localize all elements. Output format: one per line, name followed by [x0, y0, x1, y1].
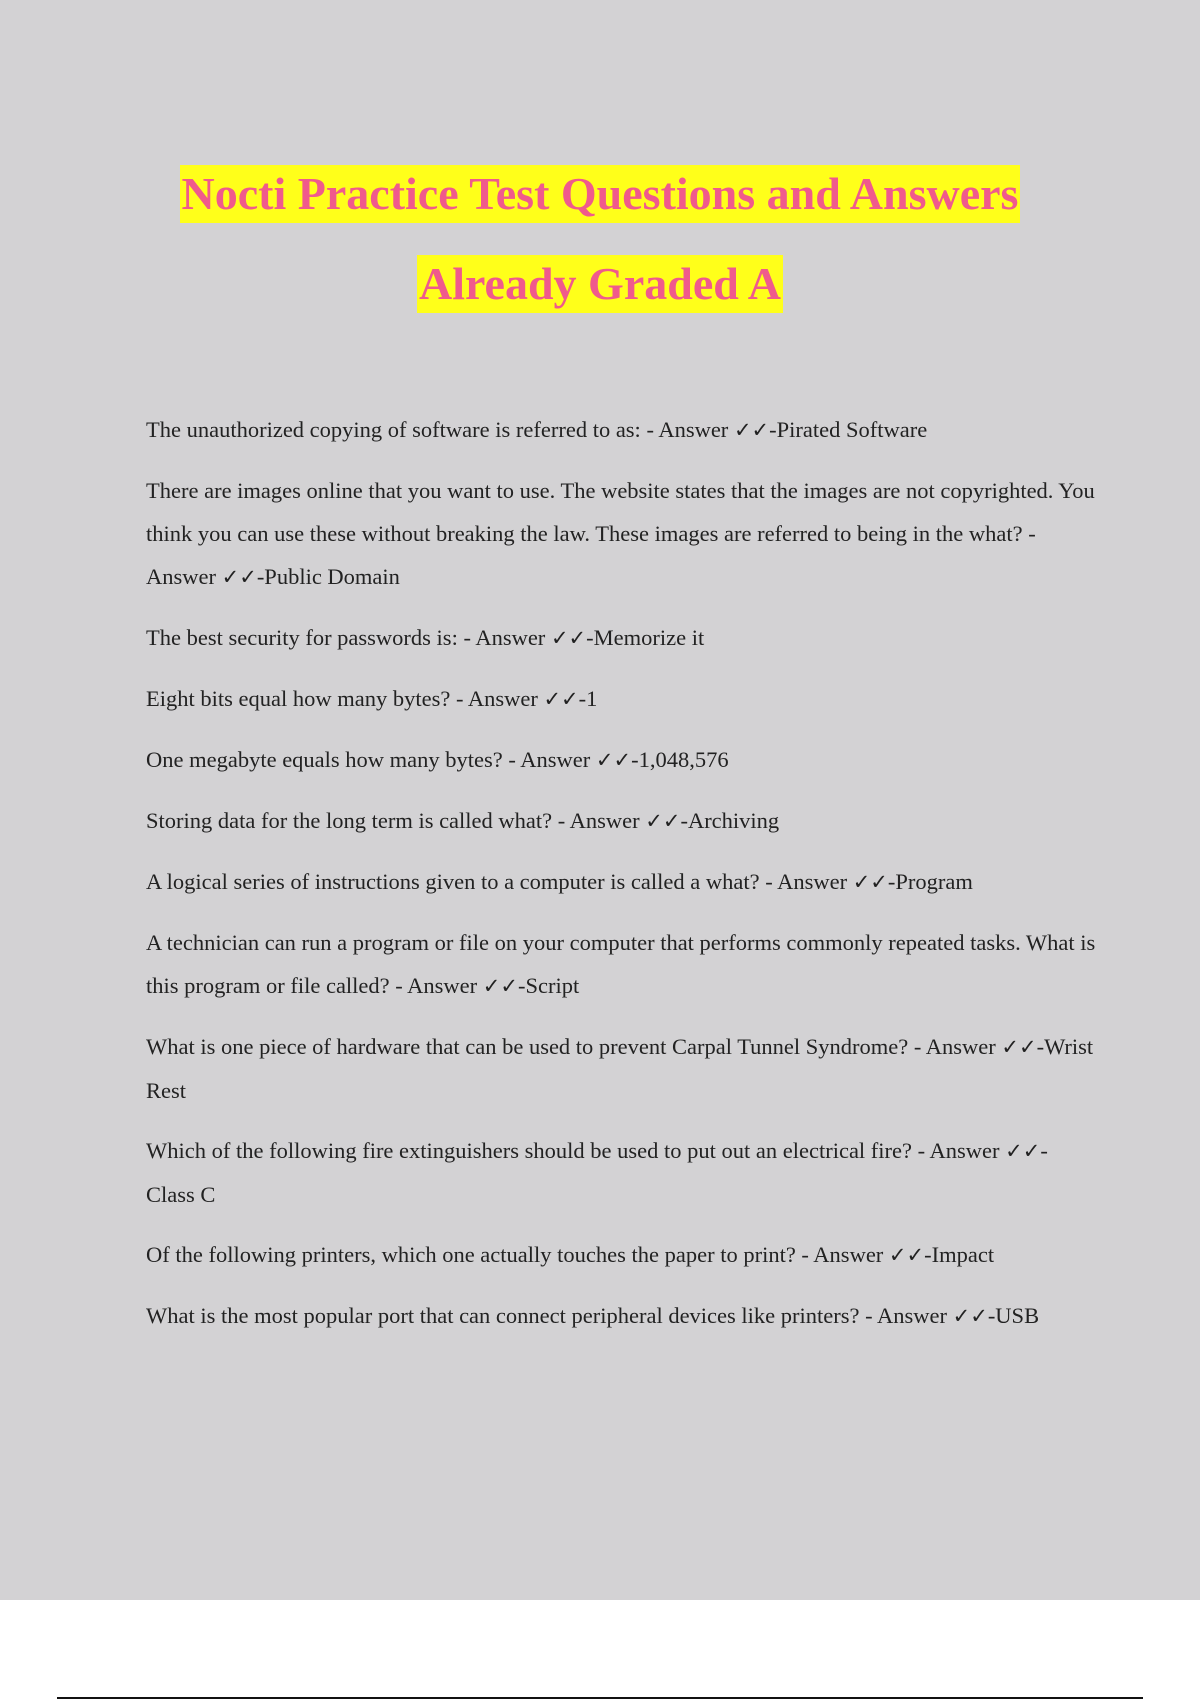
question-text: A logical series of instructions given to a computer is called a what? - Answer: [146, 869, 853, 894]
question-text: Storing data for the long term is called what? - Answer: [146, 808, 646, 833]
title-line-1: Nocti Practice Test Questions and Answers: [180, 165, 1021, 223]
answer-text: -Impact: [924, 1242, 995, 1267]
qa-item: [146, 1294, 1096, 1338]
double-check-icon: ✓✓: [221, 565, 257, 589]
double-check-icon: ✓✓: [595, 748, 632, 772]
question-text: There are images online that you want to use. The website states that the images are not copyrighted. You think you can use these without breaking the law. These images are referred to being in the what? - Answer: [146, 478, 1095, 589]
double-check-icon: ✓✓: [1001, 1035, 1037, 1059]
answer-text: -1,048,576: [631, 747, 729, 772]
answer-text: -Program: [887, 869, 973, 894]
answer-text: -USB: [987, 1303, 1040, 1328]
qa-item: [146, 677, 1096, 721]
qa-item: [146, 469, 1096, 599]
qa-item: [146, 1233, 1096, 1277]
answer-text: -1: [578, 686, 598, 711]
double-check-icon: ✓✓: [645, 809, 681, 833]
double-check-icon: ✓✓: [1005, 1139, 1041, 1163]
double-check-icon: ✓✓: [952, 1304, 988, 1328]
question-text: The best security for passwords is: - Answer: [146, 625, 551, 650]
double-check-icon: ✓✓: [543, 687, 579, 711]
answer-text: -Pirated Software: [769, 417, 928, 442]
double-check-icon: ✓✓: [852, 870, 888, 894]
qa-item: [146, 408, 1096, 452]
question-text: Which of the following fire extinguishers should be used to put out an electrical fire? - Answer: [146, 1138, 1006, 1163]
question-text: Of the following printers, which one actually touches the paper to print? - Answer: [146, 1242, 889, 1267]
document-title: [0, 165, 1200, 313]
double-check-icon: ✓✓: [733, 418, 770, 442]
answer-text: -Script: [517, 973, 580, 998]
double-check-icon: ✓✓: [482, 974, 518, 998]
question-text: A technician can run a program or file on your computer that performs commonly repeated tasks. What is this program or file called? - Answer: [146, 930, 1096, 998]
answer-text: -Class C: [146, 1138, 1048, 1207]
qa-item: [146, 1025, 1096, 1112]
answer-text: -Wrist Rest: [146, 1034, 1094, 1103]
question-text: The unauthorized copying of software is referred to as: - Answer: [146, 417, 734, 442]
double-check-icon: ✓✓: [550, 626, 587, 650]
qa-item: [146, 738, 1096, 782]
qa-list: [146, 408, 1096, 1355]
footer-divider: [57, 1697, 1143, 1699]
qa-item: [146, 799, 1096, 843]
question-text: What is one piece of hardware that can be used to prevent Carpal Tunnel Syndrome? - Answer: [146, 1034, 1002, 1059]
question-text: Eight bits equal how many bytes? - Answer: [146, 686, 544, 711]
title-line-2: Already Graded A: [417, 255, 783, 313]
question-text: One megabyte equals how many bytes? - Answer: [146, 747, 596, 772]
answer-text: -Archiving: [680, 808, 780, 833]
qa-item: [146, 616, 1096, 660]
qa-item: [146, 860, 1096, 904]
answer-text: -Public Domain: [256, 564, 400, 589]
question-text: What is the most popular port that can connect peripheral devices like printers? - Answer: [146, 1303, 953, 1328]
qa-item: [146, 921, 1096, 1008]
qa-item: [146, 1129, 1096, 1216]
answer-text: -Memorize it: [586, 625, 705, 650]
double-check-icon: ✓✓: [888, 1243, 925, 1267]
